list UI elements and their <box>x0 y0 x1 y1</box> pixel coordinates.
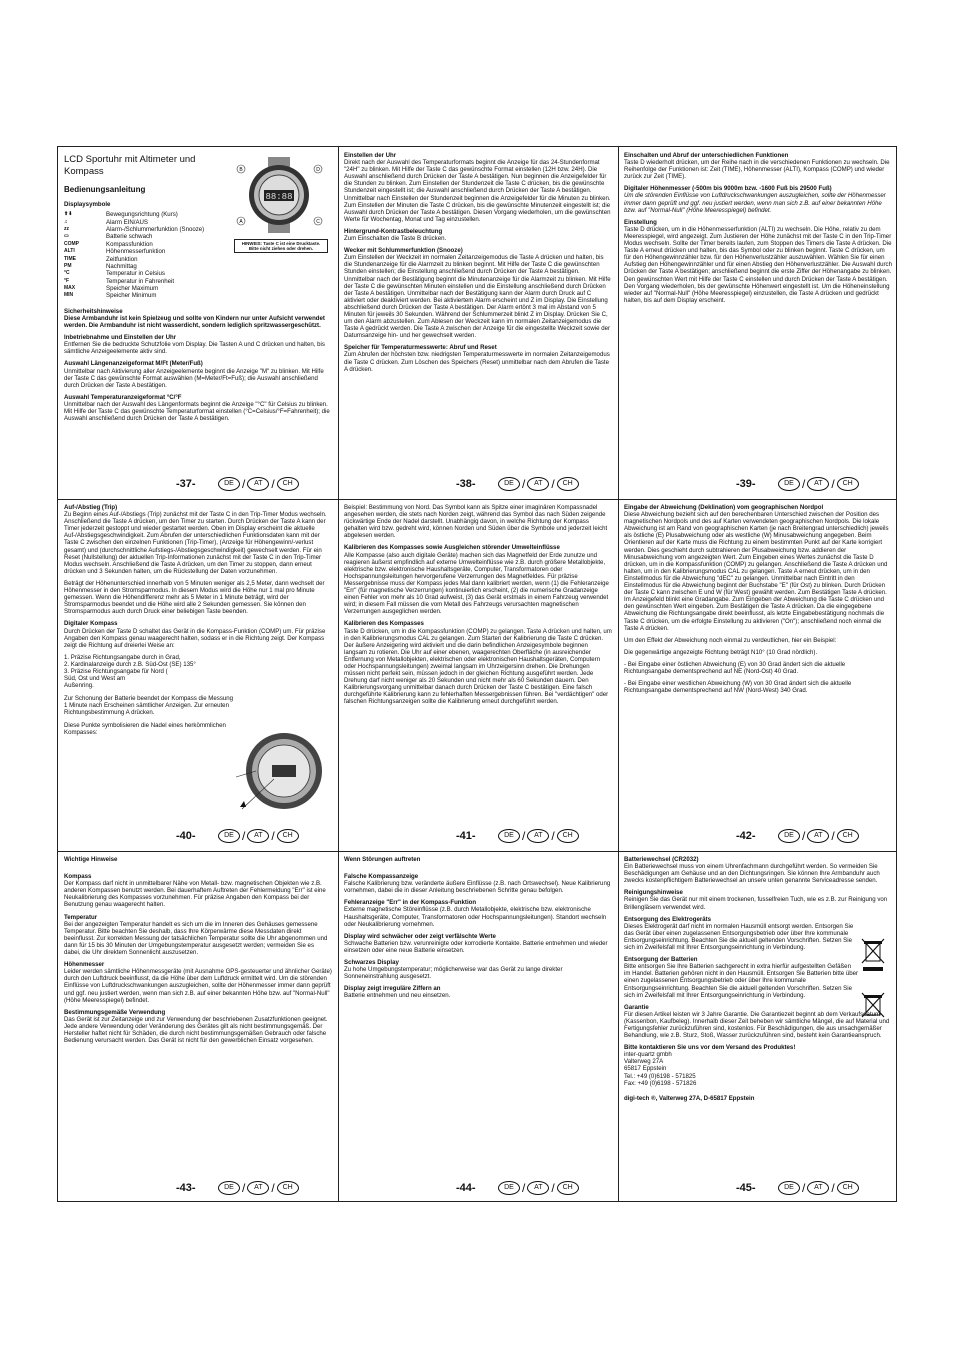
trip-heading: Auf-/Abstieg (Trip) <box>64 504 118 511</box>
compass-list-item: 3. Präzise Richtungsangabe für Nord ( <box>64 667 168 675</box>
flag-separator: / <box>271 1181 275 1195</box>
intended-use-heading: Bestimmungsgemäße Verwendung <box>64 1008 166 1016</box>
page-41 <box>338 499 618 851</box>
flag-separator: / <box>271 829 275 843</box>
watch-button-c: C <box>316 219 320 225</box>
country-flag-ch: CH <box>277 1181 299 1195</box>
issue-heading: Fehleranzeige "Err" in der Kompass-Funktion <box>344 899 477 907</box>
temperature-note-heading: Temperatur <box>64 913 98 921</box>
flag-separator: / <box>831 829 835 843</box>
country-flag-de: DE <box>498 829 520 843</box>
functions-text: Taste D wiederholt drücken, um der Reihe nach in die verschiedenen Funktionen zu wechseln. Die Reihenfolge der Funktionen ist: Zeit (TIME), Höhenmesser (ALTI), Kompass (COMP) und wieder zurück zur Zeit (TIME). <box>624 159 890 181</box>
symbol-icon: MIN <box>64 292 74 299</box>
issue-heading: Schwarzes Display <box>344 959 399 967</box>
calibration-heading: Kalibrieren des Kompasses <box>344 620 424 628</box>
country-flag-ch: CH <box>837 829 859 843</box>
page-footer <box>338 477 618 495</box>
page-number: -39- <box>736 478 756 490</box>
country-flags <box>498 1181 579 1195</box>
symbol-icon: ♫ <box>64 218 68 225</box>
memory-heading: Speicher für Temperaturmesswerte: Abruf und Reset <box>344 344 497 352</box>
page-39 <box>618 147 898 499</box>
calibration-intro-heading: Kalibrieren des Kompasses sowie Ausgleichen störender Umwelteinflüsse <box>344 544 560 552</box>
watch-button-b: B <box>239 167 243 173</box>
symbol-row <box>64 256 332 263</box>
flag-separator: / <box>522 829 526 843</box>
country-flag-de: DE <box>218 829 240 843</box>
functions-heading: Einschalten und Abruf der unterschiedlichen Funktionen <box>624 152 789 159</box>
battery-disposal-heading: Entsorgung der Batterien <box>624 956 698 964</box>
declination-text: Diese Abweichung bezieht sich auf den berechenbaren Unterschied zwischen der Position des magnetischen Nordpols und des auf Karten verwendeten geographischen Nordpols. Die lokale Abweichung ist am Rand von geographischen Karten (je nach Breitengrad unterschiedlich) jeweils als östliche (E) Plusabweichung oder als westliche (W) Minusabweichung angegeben. Beim Orientieren auf der Karte muss die Richtung zu einem bestimmten Punkt auf der Karte korrigiert werden. Dies geschieht durch subtrahieren der Plusabweichung bzw. addieren der Minusabweichung vom angezeigten Wert. Zum Eingeben eines Wertes zunächst die Taste D drücken, um in die Kompassfunktion (COMP) zu gelangen. Anschließend die Taste A drücken und halten, um in den Kalibrierungsmodus CAL zu gelangen. Taste A erneut drücken, um in den Einstellmodus für die Abweichung "dEC" zu gelangen. Unmittelbar nach Eintritt in den Einstellmodus für die Abweichung beginnt der Buchstabe "E" (für Ost) zu blinken. Durch Drücken der Taste C kann zwischen E und W (für West) gewählt werden. Zum Bestätigen Taste A drücken. Im Anzeigefeld blinkt eine Gradangabe. Zum Eingeben der Abweichung die Taste C drücken und den gewünschten Wert eingeben. Zum Bestätigen die Taste A drücken. Da die eingegebene Abweichung die Richtungsangabe direkt beeinflusst, als letzte Eingabebestätigung nochmals die Taste C drücken, um die erfolgte Einstellung zu aktivieren ("On"); anschließend noch einmal die Taste A drücken. <box>624 511 889 632</box>
manual-subtitle: Bedienungsanleitung <box>64 185 146 194</box>
altimeter-note-text: Leider werden sämtliche Höhenmessgeräte (mit Ausnahme GPS-gesteuerter und ähnlicher Geräte) durch den Luftdruck beeinflusst, da die Höhe über dem Luftdruck ermittelt wird. Um die störenden Einflüsse von Luftdruckschwankungen auszugleichen, sollte der Höhenmesser immer dann geprüft und ggf. neu justiert werden, wenn man sich z.B. auf einer bekannten Höhe bzw. auf "Normal-Null" (Höhe Meeresspiegel) befindet. <box>64 968 332 1004</box>
length-heading: Auswahl Längenanzeigeformat M/Ft (Meter/Fuß) <box>64 360 203 368</box>
compass-watch-illustration <box>234 727 332 815</box>
flag-separator: / <box>522 477 526 491</box>
country-flags <box>218 477 299 491</box>
page-footer <box>58 829 338 847</box>
symbol-description: Kompassfunktion <box>106 240 153 248</box>
symbol-icon: °F <box>64 277 70 284</box>
note-box: HINWEIS: Taste C ist eine Drucktaste. Bitte nicht ziehen oder drehen. <box>234 239 328 253</box>
manual-page-grid <box>57 146 897 1202</box>
safety-text: Diese Armbanduhr ist kein Spielzeug und sollte von Kindern nur unter Aufsicht verwendet werden. Die Armbanduhr ist nicht wasserdicht, sondern lediglich spritzwassergeschützt. <box>64 314 325 330</box>
symbol-icon: TIME <box>64 255 76 262</box>
page-45 <box>618 851 898 1203</box>
country-flag-at: AT <box>247 1181 269 1195</box>
page-footer <box>58 1181 338 1199</box>
calibration-text: Taste D drücken, um in die Kompassfunktion (COMP) zu gelangen. Taste A drücken und halten, um in den Kalibrierungsmodus CAL zu gelangen. Zum Starten der Kalibrierung die Taste C drücken. Der äußere Anzeigering wird aktiviert und die darin befindlichen Anzeigesymbole beginnen langsam zu rotieren. Die Uhr auf einer ebenen, waagerechten Oberfläche (in ausreichender Entfernung von Metallobjekten, elektrischen oder elektronischen Haushaltsgeräten, Computern oder Hochspannungsleitungen) zweimal langsam im Uhrzeigersinn drehen. Die Drehungen müssen nicht perfekt sein, müssen jedoch in der gleichen Richtung ausgeführt werden. Jede Drehung darf nicht weniger als 20 Sekunden und nicht mehr als 60 Sekunden dauern. Den Kalibrierungsvorgang unmittelbar danach durch Drücken der Taste C bestätigen. Eine falsch durchgeführte Kalibrierung kann zu fehlerhaften Messergebnissen führen. Bei "verdächtigen" oder falschen Richtungsanzeigen sollte die Kalibrierung erneut durchgeführt werden. <box>344 627 612 706</box>
country-flag-de: DE <box>778 477 800 491</box>
symbol-description: Alarm-/Schlummerfunktion (Snooze) <box>106 225 205 233</box>
watch-display-text: 88:88 <box>265 192 293 202</box>
symbol-icon: zz <box>64 225 69 232</box>
page-footer <box>618 477 898 495</box>
country-flag-ch: CH <box>277 477 299 491</box>
page-footer <box>618 1181 898 1199</box>
clock-heading: Einstellen der Uhr <box>344 152 397 159</box>
page-number: -44- <box>456 1182 476 1194</box>
page-37 <box>58 147 338 499</box>
issue-heading: Display wird schwächer oder zeigt verfälschte Werte <box>344 932 496 940</box>
important-notes-heading: Wichtige Hinweise <box>64 856 118 863</box>
country-flag-de: DE <box>498 477 520 491</box>
flag-separator: / <box>831 477 835 491</box>
contact-line: Fax: +49 (0)6198 - 571826 <box>624 1079 697 1087</box>
calibration-intro-text: Alle Kompasse (also auch digitale Geräte) machen sich das Magnetfeld der Erde zunutze und reagieren äußerst empfindlich auf externe Umwelteinflüsse wie z.B. durch größere Metallobjekte, elektrische bzw. elektronische Haushaltsgeräte, Computer, Transformatoren oder Hochspannungsleitungen hervorgerufene Verzerrungen des Magnetfeldes. Für präzise Messergebnisse muss der Kompass jedes Mal dann kalibriert werden, wenn (1) die Fehleranzeige "Err" (für magnetische Verzerrungen) kontinuierlich erscheint, (2) die numerische Gradanzeige einen Fehler von mehr als 10 Grad aufweist, (3) das Gerät erstmals in einem Fahrzeug verwendet wird; in diesem Fall müssen die vom Metall des Fahrzeugs verursachten magnetischen Verzerrungen ausgeglichen werden. <box>344 551 609 616</box>
altimeter-note-heading: Höhenmesser <box>64 961 105 969</box>
example-intro-text: Um den Effekt der Abweichung noch einmal zu verdeutlichen, hier ein Beispiel: <box>624 636 837 644</box>
country-flag-de: DE <box>778 1181 800 1195</box>
power-save-text: Beträgt der Höhenunterschied innerhalb von 5 Minuten weniger als 2,5 Meter, dann wechselt der Höhenmesser in den Stromsparmodus. In diesem Modus wird die Höhe nur 1 mal pro Minute gemessen. Wenn die Höhendifferenz mehr als 5 Meter in 1 Minute beträgt, wird der Stromsparmodus beendet und die Höhe wird alle 2 Sekunden gemessen. Sie können den Stromsparmodus auch durch Druck einer beliebigen Taste beenden. <box>64 579 325 616</box>
contact-line: Tel.: +49 (0)6198 - 571825 <box>624 1072 696 1080</box>
cleaning-heading: Reinigungshinweise <box>624 889 683 897</box>
alarm-text: Zum Einstellen der Weckzeit im normalen Zeitanzeigemodus die Taste A drücken und halten, bis die Stundenanzeige für die Alarmzeit zu blinken beginnt. Mit Hilfe der Taste C die gewünschten Stunden einstellen; die Einstellung anschließend durch Drücken der Taste A bestätigen. Unmittelbar nach der Bestätigung beginnt die Minutenanzeige für die Alarmzeit zu blinken. Mit Hilfe der Taste C die gewünschten Minuten einstellen und die Einstellung anschließend durch Drücken der Taste A bestätigen. Unmittelbar nach der Bestätigung kann der Alarm durch Druck auf C aktiviert oder deaktiviert werden. Bei aktiviertem Alarm erscheint und Z im Display. Die Einstellung abschließend durch Drücken der Taste A bestätigen. Der Alarm ertönt 3 mal im Abstand von 5 Minuten für jeweils 30 Sekunden. Während der Schlummerzeit blinkt Z im Display. Drücken Sie C, um den Alarm abzustellen. Zum Ablesen der Weckzeit kann im normalen Zeitanzeigemodus die Taste A gedrückt werden. Die Taste A zwischen der Anzeige für die eingestellte Weckzeit sowie der Datumsanzeige hin- und her gewechselt werden. <box>344 254 611 340</box>
issue-heading: Falsche Kompassanzeige <box>344 873 419 881</box>
contact-heading: Bitte kontaktieren Sie uns vor dem Versand des Produktes! <box>624 1044 796 1052</box>
warranty-heading: Garantie <box>624 1003 649 1011</box>
needle-note-text: Diese Punkte symbolisieren die Nadel eines herkömmlichen Kompasses: <box>64 721 226 736</box>
page-number: -42- <box>736 830 756 842</box>
symbol-icon: ALTI <box>64 248 75 255</box>
symbol-description: Speicher Minimum <box>106 292 157 300</box>
compass-list-item: Außenring. <box>64 682 94 690</box>
example-text: Die gegenwärtige angezeigte Richtung beträgt N10° (10 Grad nördlich). <box>624 648 818 656</box>
declination-heading: Eingabe der Abweichung (Deklination) vom geographischen Nordpol <box>624 504 824 511</box>
flag-separator: / <box>802 477 806 491</box>
country-flag-ch: CH <box>557 1181 579 1195</box>
symbol-icon: °C <box>64 270 70 277</box>
page-number: -41- <box>456 830 476 842</box>
setting-text: Taste D drücken, um in die Höhenmesserfunktion (ALTI) zu wechseln. Die Höhe, relativ zu dem Meeresspiegel, wird angezeigt. Zum Justieren der Höhe zunächst mit der Taste C in den Trip-Timer Modus wechseln. Sollte der Timer bereits laufen, zum Stoppen des Timers die Taste A drücken. Die Taste A erneut drücken und halten, bis das Symbol oder zu blinken beginnt. Taste C drücken, um für den Höhengewinnzähler bzw. für den Höhenverlustzähler auszuwählen. Wählen Sie für einen Aufstieg den Höhengewinnzähler und für einen Abstieg den Höhenverlustzähler. Die Auswahl durch Drücken der Taste A bestätigen; anschließend beginnt die erste Ziffer der Höhenangabe zu blinken. Den gewünschten Wert mit Hilfe der Taste C einstellen und durch Drücken der Taste A bestätigen. Den Vorgang wiederholen, bis der gewünschte Höhenwert eingestellt ist. Um die Höheneinstellung wieder auf "Normal-Null" (Höhe Meeresspiegel) einzustellen, die Taste A drücken und gedrückt halten, bis auf dem Display erscheint. <box>624 225 892 304</box>
symbol-icon: ▭ <box>64 233 69 240</box>
compass-list-item: 1. Präzise Richtungsangabe durch in Grad, <box>64 653 181 661</box>
temperature-format-heading: Auswahl Temperaturanzeigeformat °C/°F <box>64 393 182 401</box>
symbol-row <box>64 292 332 299</box>
page-footer <box>338 829 618 847</box>
page-footer <box>58 477 338 495</box>
intended-use-text: Das Gerät ist zur Zeitanzeige und zur Verwendung der beschriebenen Zusatzfunktionen geeignet. Jede andere Verwendung oder Veränderung des Gerätes gilt als nicht bestimmungsgemäß. Der Hersteller haftet nicht für Schäden, die durch nicht bestimmungsgemäßen Gebrauch oder falsche Bedienung verursacht werden. Das Gerät ist nicht für den gewerblichen Einsatz vorgesehen. <box>64 1015 328 1045</box>
device-disposal-text: Dieses Elektrogerät darf nicht im normalen Hausmüll entsorgt werden. Entsorgen Sie das Gerät über einen zugelassenen Entsorgungsbetrieb oder über Ihre kommunale Entsorgungseinrichtung. Beachten Sie die aktuell geltenden Vorschriften. Setzen Sie sich im Zweifelsfall mit Ihrer Entsorgungseinrichtung in Verbindung. <box>624 922 854 952</box>
battery-disposal-text: Bitte entsorgen Sie Ihre Batterien sachgerecht in extra hierfür aufgestellten Gefäßen im Handel. Batterien gehören nicht in den Hausmüll. Entsorgen Sie Batterien bitte über einen zugelassenen Entsorgungsbetrieb oder über Ihre kommunale Entsorgungseinrichtung. Beachten Sie die aktuell geltenden Vorschriften. Setzen Sie sich im Zweifelsfall mit Ihrer Entsorgungseinrichtung in Verbindung. <box>624 963 859 999</box>
page-40 <box>58 499 338 851</box>
flag-separator: / <box>271 477 275 491</box>
page-42 <box>618 499 898 851</box>
troubleshooting-heading: Wenn Störungen auftreten <box>344 856 421 863</box>
temperature-note-text: Bei der angezeigten Temperatur handelt es sich um die im Inneren des Gehäuses gemessene Temperatur. Bitte beachten Sie deshalb, dass Ihre Körperwärme diese Messdaten direkt beeinflusst. Zur korrekten Messung der tatsächlichen Temperatur sollte die Uhr abgenommen und dann für 15 bis 30 Minuten der Umgebungstemperatur ausgesetzt werden; vermeiden Sie es dabei, die Uhr direktem Sonnenlicht auszusetzen. <box>64 920 328 957</box>
battery-change-heading: Batteriewechsel (CR2032) <box>624 856 699 863</box>
flag-separator: / <box>802 829 806 843</box>
country-flag-de: DE <box>778 829 800 843</box>
crossed-bin-icon <box>860 937 886 973</box>
country-flag-at: AT <box>247 829 269 843</box>
symbol-description: Batterie schwach <box>106 233 153 241</box>
page-43 <box>58 851 338 1203</box>
warranty-text: Für diesen Artikel leisten wir 3 Jahre Garantie. Die Garantiezeit beginnt ab dem Verkaufsdatum (Kassenbon, Kaufbeleg). Innerhalb dieser Zeit beheben wir sämtliche Mängel, die auf Material und Fertigungsfehler zurückzuführen sind, kostenlos. Für Beschädigungen, die aus unsachgemäßer Behandlung, wie z.B. Sturz, Stoß, Wasser zurückzuführen sind, besteht kein Garantieanspruch. <box>624 1010 890 1040</box>
country-flag-de: DE <box>218 1181 240 1195</box>
compass-heading: Digitaler Kompass <box>64 620 118 628</box>
symbol-description: Temperatur in Fahrenheit <box>106 277 175 285</box>
trip-text: Zu Beginn eines Auf-/Abstiegs (Trip) zunächst mit der Taste C in den Trip-Timer Modus wechseln. Anschließend die Taste A drücken, um den Timer zu starten. Durch Drücken der Taste A kann der Timer jederzeit gestoppt und wieder gestartet werden. Oben im Display erscheint die aktuelle Auf-/Abstiegsgeschwindigkeit. Zum Abrufen der unterschiedlichen Funktionsdaten kann mit der Taste C zwischen den einzelnen Funktionen (Trip-Timer), (Anzeige für Höhengewinn/-verlust gesamt) und (durchschnittliche Aufstiegs-/Abstiegsgeschwindigkeit) gewechselt werden. Für ein Reset (Nullstellung) der aktuellen Trip-Informationen zunächst mit der Taste C in den Trip-Timer Modus wechseln. Anschließend die Taste A drücken, um den Timer zu stoppen, dann erneut drücken und 3 Sekunden halten, um die Rückstellung der Daten vorzunehmen. <box>64 511 327 575</box>
compass-note-text: Der Kompass darf nicht in unmittelbarer Nähe von Metall- bzw. magnetischen Objekten wie z.B. anderen Kompassen benutzt werden. Bei dauerhaftem Auftreten der Fehlermeldung "Err" ist eine Neukalibrierung des Kompasses vorzunehmen. Für präzise Angaben den Kompass bei der Benutzung genau waagerecht halten. <box>64 880 326 909</box>
symbol-description: Nachmittag <box>106 262 137 270</box>
country-flag-at: AT <box>807 829 829 843</box>
alarm-heading: Wecker mit Schlummerfunktion (Snooze) <box>344 247 463 255</box>
country-flags <box>778 477 859 491</box>
compass-list-item: Süd, Ost und West am <box>64 675 126 683</box>
country-flag-ch: CH <box>837 1181 859 1195</box>
country-flags <box>778 1181 859 1195</box>
cleaning-text: Reinigen Sie das Gerät nur mit einem trockenen, fusselfreien Tuch, wie es z.B. zur Reinigung von Brillengläsern verwendet wird. <box>624 896 888 911</box>
device-disposal-heading: Entsorgung des Elektrogeräts <box>624 915 712 923</box>
symbol-icon: MAX <box>64 285 76 292</box>
backlight-text: Zum Einschalten die Taste B drücken. <box>344 235 447 243</box>
symbol-description: Höhenmesserfunktion <box>106 248 166 256</box>
compass-note-heading: Kompass <box>64 873 92 881</box>
compass-list-item: 2. Kardinalanzeige durch z.B. Süd-Ost (SE) 135° <box>64 660 196 668</box>
symbol-description: Temperatur in Celsius <box>106 270 165 278</box>
temperature-format-text: Unmittelbar nach der Auswahl des Längenformats beginnt die Anzeige "°C" für Celsius zu blinken. Mit Hilfe der Taste C das gewünschte Temperaturformat einstellen (°C=Celsius/°F=Fahrenheit); die Auswahl anschließend durch Drücken der Taste A bestätigen. <box>64 400 330 423</box>
flag-separator: / <box>242 829 246 843</box>
page-38 <box>338 147 618 499</box>
page-number: -40- <box>176 830 196 842</box>
watch-button-a: A <box>239 219 243 225</box>
setup-heading: Inbetriebnahme und Einstellen der Uhr <box>64 334 177 342</box>
example-text: - Bei Eingabe einer westlichen Abweichung (W) von 30 Grad ändert sich die aktuelle Richtungsangabe dementsprechend auf NW (Nord-West) 340 Grad. <box>624 680 852 695</box>
country-flag-at: AT <box>807 477 829 491</box>
country-flags <box>218 1181 299 1195</box>
battery-save-text: Zur Schonung der Batterie beendet der Kompass die Messung 1 Minute nach Erscheinen sämtlicher Anzeigen. Zur erneuten Richtungsbestimmung A drücken. <box>64 695 234 717</box>
battery-change-text: Ein Batteriewechsel muss von einem Uhrenfachmann durchgeführt werden. So vermeiden Sie Beschädigungen am Gehäuse und an den Dichtungsringen. Sie können Ihre Armbanduhr auch zwecks kostenpflichtigem Batteriewechsel an unsere unten genannte Serviceadresse senden. <box>624 863 880 885</box>
flag-separator: / <box>242 1181 246 1195</box>
symbol-row <box>64 263 332 270</box>
altimeter-heading: Digitaler Höhenmesser (-500m bis 9000m bzw. -1600 Fuß bis 29500 Fuß) <box>624 185 832 193</box>
issue-text: Falsche Kalibrierung bzw. veränderte äußere Einflüsse (z.B. nach Ortswechsel). Neue Kalibrierung vornehmen, dabei die in dieser Anleitung beschriebenen Schritte genau befolgen. <box>344 880 611 895</box>
issue-text: Zu hohe Umgebungstemperatur; möglicherweise war das Gerät zu lange direkter Sonneneinstrahlung ausgesetzt. <box>344 966 563 981</box>
country-flag-ch: CH <box>557 829 579 843</box>
flag-separator: / <box>242 477 246 491</box>
watch-illustration <box>226 157 330 233</box>
manual-title: LCD Sportuhr mit Altimeter und Kompass <box>64 154 196 177</box>
contact-line: inter-quartz gmbh <box>624 1051 672 1059</box>
flag-separator: / <box>551 829 555 843</box>
flag-separator: / <box>522 1181 526 1195</box>
page-number: -37- <box>176 478 196 490</box>
country-flag-at: AT <box>247 477 269 491</box>
symbol-icon: ⬆⬇ <box>64 211 73 218</box>
flag-separator: / <box>802 1181 806 1195</box>
country-flag-ch: CH <box>837 477 859 491</box>
contact-line: Valterweg 27A <box>624 1058 664 1066</box>
symbol-description: Alarm EIN/AUS <box>106 218 148 226</box>
country-flags <box>498 477 579 491</box>
symbol-icon: COMP <box>64 240 79 247</box>
page-number: -45- <box>736 1182 756 1194</box>
symbol-description: Speicher Maximum <box>106 285 159 293</box>
setup-text: Entfernen Sie die bedruckte Schutzfolie vom Display. Die Tasten A und C drücken und halten, bis sämtliche Anzeigeelemente aktiv sind. <box>64 341 325 356</box>
flag-separator: / <box>551 1181 555 1195</box>
country-flag-at: AT <box>527 1181 549 1195</box>
north-example-text: Beispiel: Bestimmung von Nord. Das Symbol kann als Spitze einer imaginären Kompassnadel angesehen werden, die stets nach Norden zeigt, während das Symbol das nach Süden zeigende rückwärtige Ende der Nadel darstellt. Unabhängig davon, in welche Richtung der Kompass gehalten wird bzw. gedreht wird, können Norden und Süden über die Symbole und jederzeit leicht abgelesen werden. <box>344 504 608 540</box>
compass-text: Durch Drücken der Taste D schaltet das Gerät in die Kompass-Funktion (COMP) um. Für präzise Angaben den Kompass genau waagerecht halten, sodass er in die Richtung zeigt. Der Kompass zeigt die Richtung auf dreierlei Weise an: <box>64 627 326 649</box>
memory-text: Zum Abrufen der höchsten bzw. niedrigsten Temperaturmesswerte im normalen Zeitanzeigemodus die Taste C drücken. Zum Löschen des Speichers (Reset) unmittelbar nach dem Abrufen die Taste A drücken. <box>344 351 610 373</box>
issue-heading: Display zeigt irreguläre Ziffern an <box>344 985 441 993</box>
country-flag-de: DE <box>218 477 240 491</box>
country-flag-de: DE <box>498 1181 520 1195</box>
altimeter-text: Um die störenden Einflüsse von Luftdruckschwankungen auszugleichen, sollte der Höhenmesser immer dann geprüft und ggf. neu justiert werden, wenn man sich z.B. auf einer bekannten Höhe bzw. auf "Normal-Null" (Höhe Meeresspiegel) befindet. <box>624 192 886 214</box>
example-text: - Bei Eingabe einer östlichen Abweichung (E) von 30 Grad ändert sich die aktuelle Richtungsangabe dementsprechend auf NE (Nord-Ost) 40 Grad. <box>624 660 846 675</box>
issue-text: Externe magnetische Störeinflüsse (z.B. durch Metallobjekte, elektrische bzw. elektronische Haushaltsgeräte, Computer, Transformatoren oder Hochspannungsleitungen). Standort wechseln oder Neukalibrierung vornehmen. <box>344 906 607 928</box>
symbol-row <box>64 278 332 285</box>
page-footer <box>618 829 898 847</box>
country-flag-at: AT <box>807 1181 829 1195</box>
country-flags <box>778 829 859 843</box>
symbols-heading: Displaysymbole <box>64 201 111 209</box>
symbol-description: Zeitfunktion <box>106 255 138 263</box>
country-flags <box>498 829 579 843</box>
page-44 <box>338 851 618 1203</box>
page-number: -38- <box>456 478 476 490</box>
clock-text: Direkt nach der Auswahl des Temperaturformats beginnt die Anzeige für das 24-Stundenformat "24H" zu blinken. Mit Hilfe der Taste C das gewünschte Format einstellen (12H bzw. 24H). Die Auswahl anschließend durch Drücken der Taste A bestätigen. Nun beginnen die Anzeigefelder für die Stunden zu blinken. Zum Einstellen der Stundenzeit die Taste C drücken, bis die gewünschte Stundenzeit eingestellt ist; die Auswahl anschließend durch Drücken der Taste A bestätigen. Unmittelbar nach Einstellen der Stundenzeit beginnen die Anzeigefelder für die Minuten zu blinken. Zum Einstellen der Minuten die Taste C drücken, bis die gewünschte Minutenzeit eingestellt ist; die Auswahl durch Drücken der Taste A bestätigen. Diesen Vorgang wiederholen, um die gewünschten Werte für Wochentag, Monat und Tag einzustellen. <box>344 159 611 223</box>
contact-line: 65817 Eppstein <box>624 1065 667 1073</box>
safety-heading: Sicherheitshinweise <box>64 307 123 315</box>
country-flag-at: AT <box>527 829 549 843</box>
watch-button-d: D <box>316 167 320 173</box>
length-text: Unmittelbar nach Aktivierung aller Anzeigeelemente beginnt die Anzeige "M" zu blinken. Mit Hilfe der Taste C das gewünschte Format auswählen (M=Meter/Ft=Fuß); die Auswahl anschließend durch Drücken der Taste A bestätigen. <box>64 367 324 389</box>
company-footer-line: digi-tech ®, Valterweg 27A, D-65817 Eppstein <box>624 1094 755 1102</box>
backlight-heading: Hintergrund-Kontrastbeleuchtung <box>344 227 443 235</box>
setting-heading: Einstellung <box>624 218 657 226</box>
page-number: -43- <box>176 1182 196 1194</box>
symbol-icon: PM <box>64 262 72 269</box>
flag-separator: / <box>551 477 555 491</box>
symbol-row <box>64 270 332 277</box>
flag-separator: / <box>831 1181 835 1195</box>
page-footer <box>338 1181 618 1199</box>
issue-text: Batterie entnehmen und neu einsetzen. <box>344 992 451 1000</box>
crossed-battery-bin-icon <box>860 991 886 1021</box>
symbol-row <box>64 285 332 292</box>
issue-text: Schwache Batterien bzw. verunreinigte oder korrodierte Kontakte. Batterie entnehmen und wieder einsetzen oder eine neue Batterie einsetzen. <box>344 939 608 954</box>
country-flag-ch: CH <box>277 829 299 843</box>
country-flags <box>218 829 299 843</box>
symbol-description: Bewegungsrichtung (Kurs) <box>106 211 178 219</box>
country-flag-at: AT <box>527 477 549 491</box>
country-flag-ch: CH <box>557 477 579 491</box>
